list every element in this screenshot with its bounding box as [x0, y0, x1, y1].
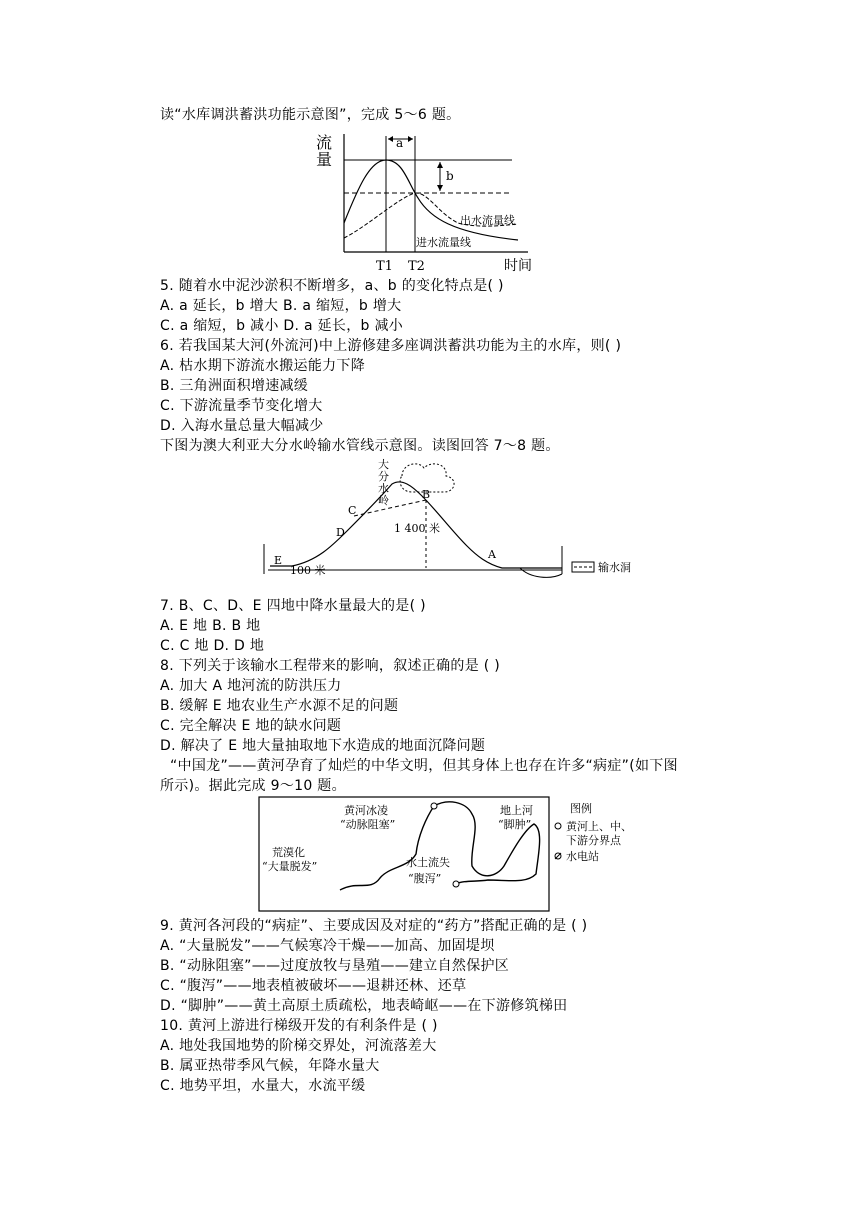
desert-quote: “大量脱发”: [262, 860, 318, 873]
river-quote: “脚肿”: [498, 818, 532, 831]
q10-option-b: B. 属亚热带季风气候，年降水量大: [160, 1058, 380, 1074]
legend-tunnel-label: 输水洞: [598, 561, 631, 574]
q9-option-a: A. “大量脱发”——气候寒冷干燥——加高、加固堤坝: [160, 938, 495, 954]
river-label: 地上河: [500, 804, 533, 817]
question-6: 6. 若我国某大河(外流河)中上游修建多座调洪蓄洪功能为主的水库，则( ): [160, 338, 622, 354]
ridge-char: 大: [378, 458, 389, 471]
point-d: D: [336, 526, 345, 539]
q8-option-d: D. 解决了 E 地大量抽取地下水造成的地面沉降问题: [160, 738, 486, 754]
ice-label: 黄河冰凌: [344, 804, 388, 817]
q5-options-cd: C. a 缩短，b 减小 D. a 延长，b 减小: [160, 318, 404, 334]
intro-7-8: 下图为澳大利亚大分水岭输水管线示意图。读图回答 7～8 题。: [160, 438, 560, 454]
diagram-frame: [264, 544, 564, 545]
question-5: 5. 随着水中泥沙淤积不断增多，a、b 的变化特点是( ): [160, 278, 504, 294]
legend-point-icon: [555, 823, 561, 829]
outflow-label: 出水流量线: [460, 214, 515, 227]
t2-label: T2: [408, 259, 425, 274]
y-axis-label: 流: [316, 133, 333, 152]
yellow-river-diagram: [258, 796, 678, 914]
b-label: b: [446, 169, 454, 183]
sea: [520, 568, 562, 577]
reservoir-flow-chart: [308, 128, 538, 276]
q9-option-d: D. “脚肿”——黄土高原土质疏松，地表崎岖——在下游修筑梯田: [160, 998, 568, 1014]
q7-options-ab: A. E 地 B. B 地: [160, 618, 261, 634]
t1-label: T1: [376, 259, 393, 274]
legend-point-label: 黄河上、中、: [566, 820, 632, 833]
inflow-curve: [344, 160, 518, 240]
x-axis-label: 时间: [504, 258, 532, 274]
point-b: B: [422, 488, 431, 501]
point-a: A: [488, 548, 496, 561]
intro-9-10-line2: 所示)。据此完成 9～10 题。: [160, 778, 346, 794]
a-label: a: [396, 136, 404, 150]
desert-label: 荒漠化: [272, 846, 305, 859]
q7-options-cd: C. C 地 D. D 地: [160, 638, 265, 654]
inflow-label: 进水流量线: [416, 236, 471, 249]
height-100: 100 米: [290, 564, 326, 577]
question-8: 8. 下列关于该输水工程带来的影响，叙述正确的是 ( ): [160, 658, 501, 674]
q6-option-d: D. 入海水量总量大幅减少: [160, 418, 324, 434]
q6-option-b: B. 三角洲面积增速减缓: [160, 378, 309, 394]
great-dividing-range-diagram: [262, 456, 642, 584]
boundary-point: [453, 881, 459, 887]
q9-option-c: C. “腹泻”——地表植被破坏——退耕还林、还草: [160, 978, 467, 994]
intro-5-6: 读“水库调洪蓄洪功能示意图”，完成 5～6 题。: [160, 107, 461, 123]
q8-option-c: C. 完全解决 E 地的缺水问题: [160, 718, 342, 734]
ridge-char: 分: [378, 470, 389, 483]
point-c: C: [348, 504, 357, 517]
q6-option-c: C. 下游流量季节变化增大: [160, 398, 323, 414]
y-axis-label: 量: [316, 150, 333, 169]
q10-option-c: C. 地势平坦，水量大，水流平缓: [160, 1078, 366, 1094]
question-7: 7. B、C、D、E 四地中降水量最大的是( ): [160, 598, 426, 614]
legend-point-label: 下游分界点: [566, 834, 621, 847]
q8-option-b: B. 缓解 E 地农业生产水源不足的问题: [160, 698, 399, 714]
q9-option-b: B. “动脉阻塞”——过度放牧与垦殖——建立自然保护区: [160, 958, 510, 974]
height-1400: 1 400 米: [394, 522, 440, 535]
ridge-char: 水: [378, 482, 389, 495]
ice-quote: “动脉阻塞”: [340, 818, 396, 831]
soil-label: 水土流失: [406, 856, 450, 869]
boundary-point: [431, 803, 437, 809]
q10-option-a: A. 地处我国地势的阶梯交界处，河流落差大: [160, 1038, 437, 1054]
q5-options-ab: A. a 延长，b 增大 B. a 缩短，b 增大: [160, 298, 402, 314]
legend-hydropower-label: 水电站: [566, 850, 599, 863]
ridge-char: 岭: [378, 494, 389, 507]
intro-9-10-line1: “中国龙”——黄河孕育了灿烂的中华文明，但其身体上也存在许多“病症”(如下图: [170, 758, 678, 774]
point-e: E: [274, 554, 283, 567]
legend-title: 图例: [570, 802, 592, 815]
soil-quote: “腹泻”: [408, 872, 442, 885]
question-10: 10. 黄河上游进行梯级开发的有利条件是 ( ): [160, 1018, 438, 1034]
question-9: 9. 黄河各河段的“病症”、主要成因及对症的“药方”搭配正确的是 ( ): [160, 918, 588, 934]
q8-option-a: A. 加大 A 地河流的防洪压力: [160, 678, 342, 694]
q6-option-a: A. 枯水期下游流水搬运能力下降: [160, 358, 366, 374]
